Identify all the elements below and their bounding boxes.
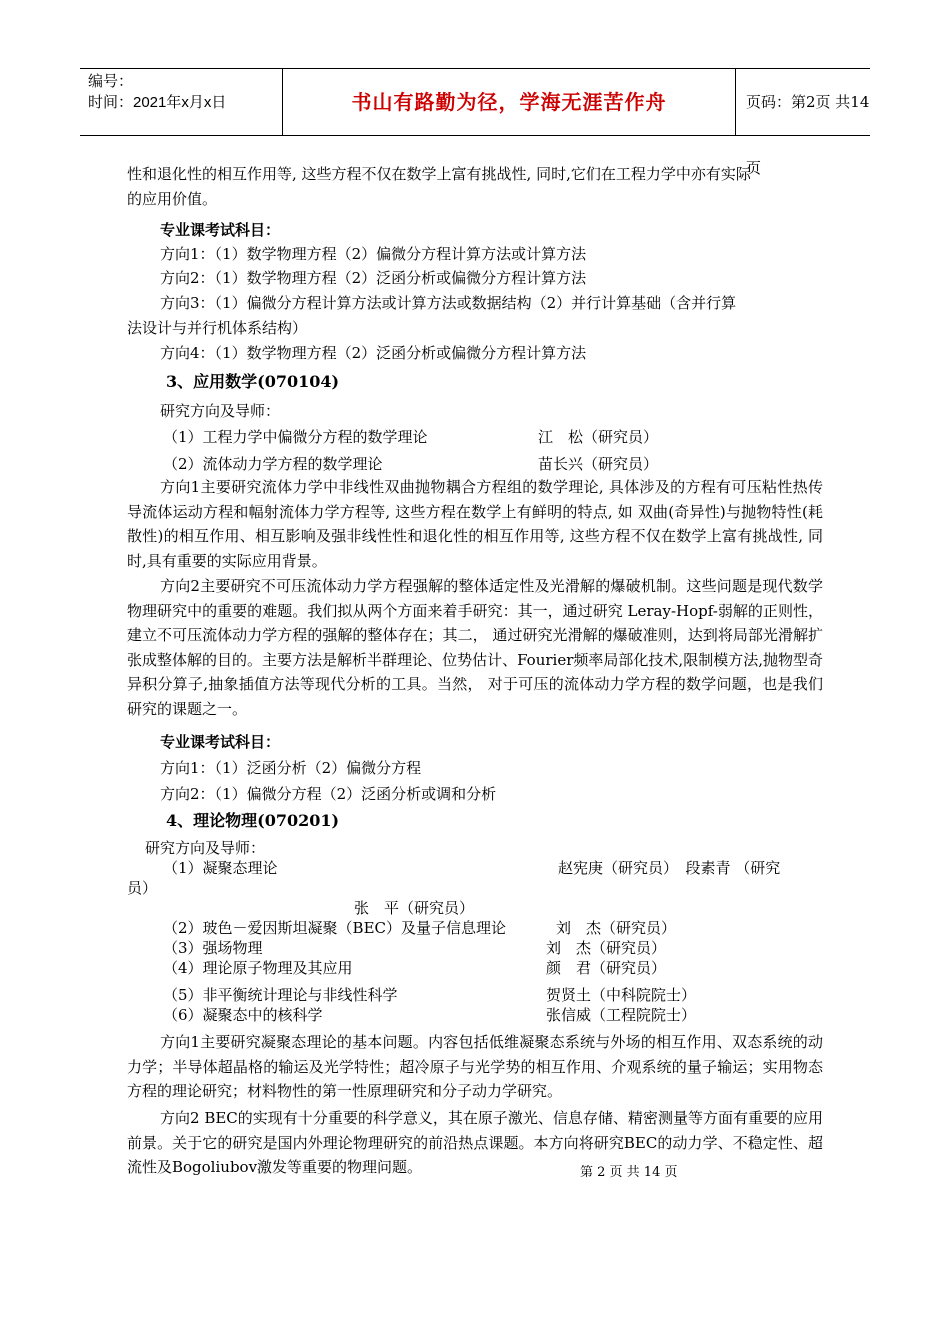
header-motto: 书山有路勤为径，学海无涯苦作舟 <box>282 69 736 135</box>
section-4-paragraph-1: 方向1主要研究凝聚态理论的基本问题。内容包括低维凝聚态系统与外场的相互作用、双态系统的动力学；半导体超晶格的输运及光学特性；超冷原子与光学势的相互作用、介观系统的量子输运；实用物态方程的理论研究；材料物性的第一性原理研究和分子动力学研究。 <box>127 1033 823 1100</box>
intro-line-2: 的应用价值。 <box>127 190 218 208</box>
header-page-label: 页码：第2页 共14页 <box>746 93 870 177</box>
section-4-tutor-1: 赵宪庚（研究员） 段素青 （研究 <box>558 859 781 877</box>
exam2-direction-2: 方向2：（1）偏微分方程（2）泛函分析或调和分析 <box>160 785 497 803</box>
section-3-paragraph-1: 方向1主要研究流体力学中非线性双曲抛物耦合方程组的数学理论, 具体涉及的方程有可压粘性热传导流体运动方程和幅射流体力学方程等, 这些方程在数学上有鲜明的特点, 如 双曲(奇异性)与抛物特性(耗散性)的相互作用、相互影响及强非线性性和退化性的相互作用等, 这些方程不仅在数学上富有挑战性, 同时,具有重要的实际应用背景。 <box>127 478 823 570</box>
section-4-direction-2: （2）玻色－爱因斯坦凝聚（BEC）及量子信息理论 <box>163 919 506 937</box>
exam-direction-3: 方向3：（1）偏微分方程计算方法或计算方法或数据结构（2）并行计算基础（含并行算 <box>160 294 737 312</box>
section-4-tutor-6: 张信威（工程院院士） <box>546 1006 697 1024</box>
exam-direction-4: 方向4：（1）数学物理方程（2）泛函分析或偏微分方程计算方法 <box>160 344 587 362</box>
section-4-paragraph-2: 方向2 BEC的实现有十分重要的科学意义，其在原子激光、信息存储、精密测量等方面有重要的应用前景。关于它的研究是国内外理论物理研究的前沿热点课题。本方向将研究BEC的动力学、不稳定性、超流性及Bogoliubov激发等重要的物理问题。 <box>127 1109 823 1176</box>
section-4-tutor-5: 贺贤土（中科院院士） <box>546 986 697 1004</box>
exam-direction-1: 方向1：（1）数学物理方程（2）偏微分方程计算方法或计算方法 <box>160 245 587 263</box>
time-label: 时间：2021年x月x日 <box>88 94 227 111</box>
exam-direction-2: 方向2：（1）数学物理方程（2）泛函分析或偏微分方程计算方法 <box>160 269 587 287</box>
section-3-tutor-2: 苗长兴（研究员） <box>538 455 659 473</box>
page-footer: 第 2 页 共 14 页 <box>580 1165 678 1180</box>
intro-line-1: 性和退化性的相互作用等, 这些方程不仅在数学上富有挑战性, 同时,它们在工程力学中亦有实际 <box>127 165 751 183</box>
section-4-tutor-1-wrap: 员） <box>127 879 158 897</box>
section-4-direction-1: （1）凝聚态理论 <box>163 859 278 877</box>
exam2-direction-1: 方向1：（1）泛函分析（2）偏微分方程 <box>160 759 422 777</box>
section-4-tutor-2: 刘 杰（研究员） <box>556 919 677 937</box>
number-label: 编号： <box>88 73 134 90</box>
section-3-direction-2: （2）流体动力学方程的数学理论 <box>163 455 383 473</box>
section-3-research-label: 研究方向及导师： <box>160 402 281 420</box>
section-3-paragraph-2: 方向2主要研究不可压流体动力学方程强解的整体适定性及光滑解的爆破机制。这些问题是现代数学物理研究中的重要的难题。我们拟从两个方面来着手研究：其一，通过研究 Leray-Hopf-弱解的正则性，建立不可压流体动力学方程的强解的整体存在；其二， 通过研究光滑解的爆破准则，达到将局部光滑解扩张成整体解的目的。主要方法是解析半群理论、位势估计、Fourier频率局部化技术,限制模方法,抛物型奇异积分算子,抽象插值方法等现代分析的工具。当然， 对于可压的流体动力学方程的数学问题，也是我们研究的课题之一。 <box>127 577 823 718</box>
section-3-tutor-1: 江 松（研究员） <box>538 428 659 446</box>
exam-subjects-title-2: 专业课考试科目： <box>160 733 281 751</box>
section-4-research-label: 研究方向及导师： <box>145 839 266 857</box>
section-4-direction-6: （6）凝聚态中的核科学 <box>163 1006 323 1024</box>
section-3-direction-1: （1）工程力学中偏微分方程的数学理论 <box>163 428 428 446</box>
section-4-direction-3: （3）强场物理 <box>163 939 263 957</box>
section-4-title: 4、理论物理(070201) <box>166 811 340 830</box>
exam-subjects-title: 专业课考试科目： <box>160 221 281 239</box>
exam-direction-3-cont: 法设计与并行机体系结构） <box>127 319 308 337</box>
header-meta <box>80 69 282 135</box>
section-4-tutor-4: 颜 君（研究员） <box>546 959 667 977</box>
section-4-tutor-1b: 张 平（研究员） <box>354 899 475 917</box>
section-4-direction-4: （4）理论原子物理及其应用 <box>163 959 353 977</box>
section-4-direction-5: （5）非平衡统计理论与非线性科学 <box>163 986 398 1004</box>
section-3-title: 3、应用数学(070104) <box>166 372 340 391</box>
section-4-tutor-3: 刘 杰（研究员） <box>546 939 667 957</box>
